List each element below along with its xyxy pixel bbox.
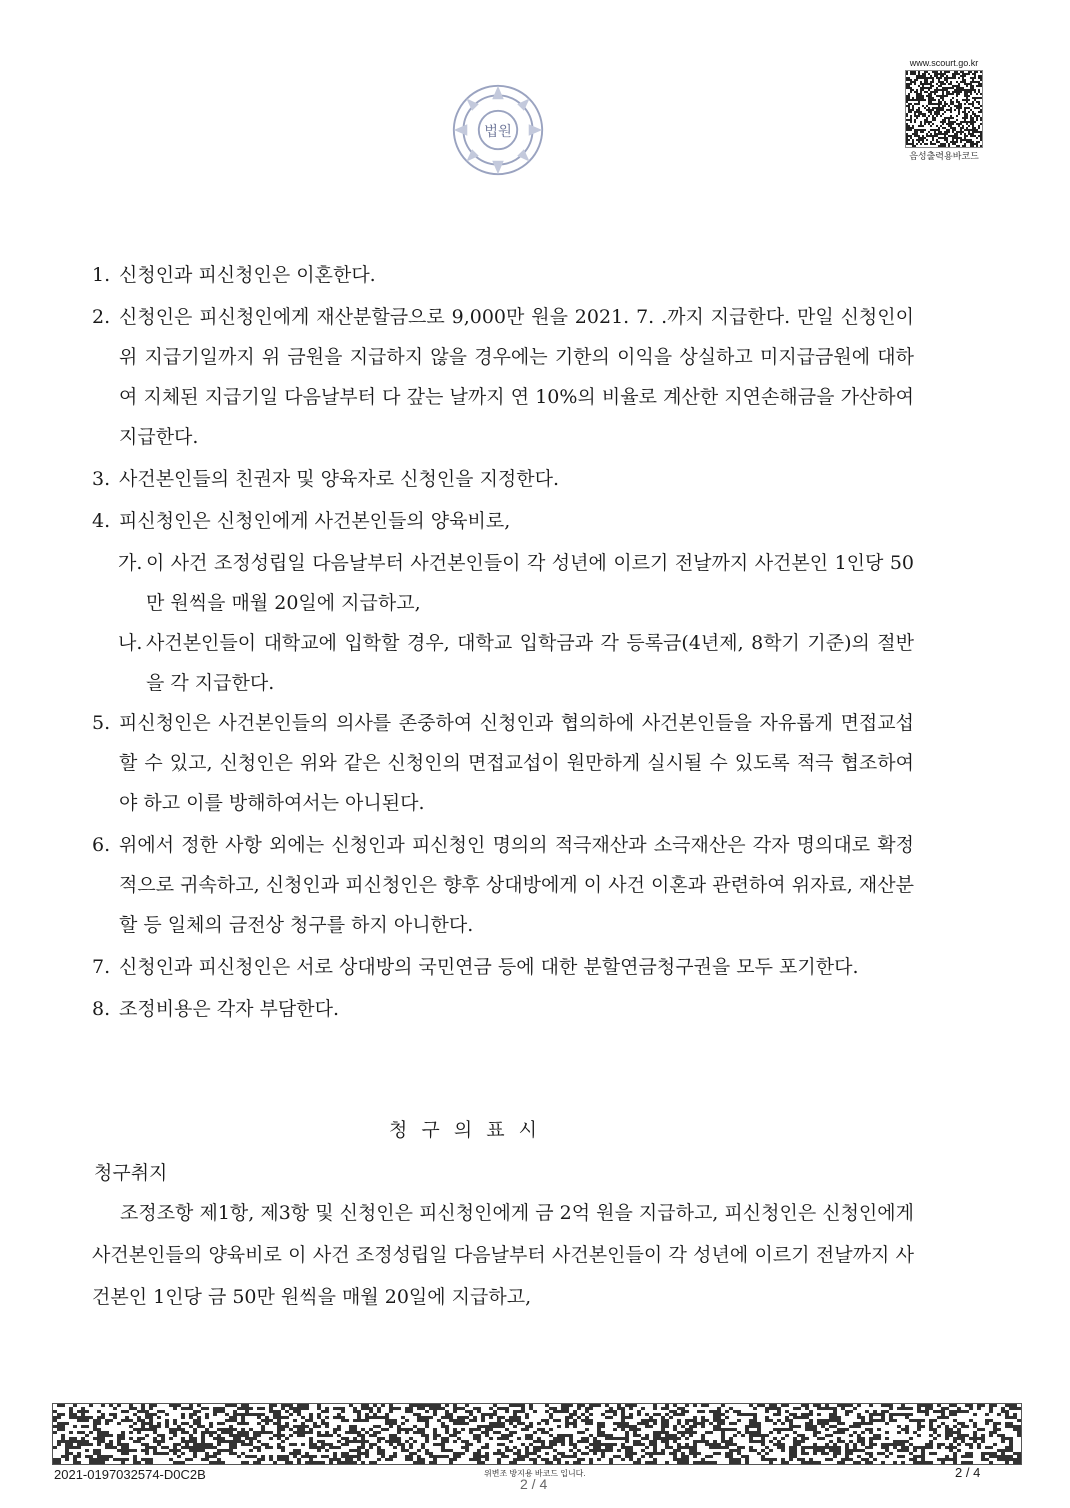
- claim-heading: 청구취지: [94, 1162, 168, 1184]
- sub-clause-text: 사건본인들이 대학교에 입학할 경우, 대학교 입학금과 각 등록금(4년제, 8학기 기준)의 절반을 각 지급한다.: [146, 632, 914, 694]
- clause-number: 8.: [92, 998, 111, 1020]
- claim-body: 조정조항 제1항, 제3항 및 신청인은 피신청인에게 금 2억 원을 지급하고, 피신청인은 신청인에게 사건본인들의 양육비로 이 사건 조정성립일 다음날부터 사건본인들이 각 성년에 이르기 전날까지 사건본인 1인당 금 50만 원씩을 매월 20일에 지급하고,: [92, 1202, 914, 1308]
- clause-text: 신청인은 피신청인에게 재산분할금으로 9,000만 원을 2021. 7. .까지 지급한다. 만일 신청인이 위 지급기일까지 위 금원을 지급하지 않을 경우에는 기한의 이익을 상실하고 미지급금원에 대하여 지체된 지급기일 다음날부터 다 갚는 날까지 연 10%의 비율로 계산한 지연손해금을 가산하여 지급한다.: [119, 306, 914, 448]
- sub-clause-mark: 가.: [118, 552, 143, 574]
- clause-4-sub-a: [92, 543, 914, 623]
- claim-section-title: 청 구 의 표 시: [389, 1119, 541, 1141]
- sub-clause-mark: 나.: [118, 632, 143, 654]
- clause-4-sub-b: [92, 623, 914, 703]
- clause-text: 조정비용은 각자 부담한다.: [119, 998, 340, 1020]
- page-number: 2 / 4: [955, 1465, 981, 1480]
- clause-number: 5.: [92, 712, 111, 734]
- court-seal-logo: [450, 82, 546, 178]
- barcode-note: 위변조 방지용 바코드 입니다.: [484, 1469, 586, 1478]
- clause-5: [92, 703, 914, 823]
- clause-4: [92, 501, 914, 541]
- clause-text: 신청인과 피신청인은 서로 상대방의 국민연금 등에 대한 분할연금청구권을 모두 포기한다.: [119, 956, 859, 978]
- seal-text: 법원: [484, 123, 512, 140]
- clause-number: 3.: [92, 468, 111, 490]
- mediation-clauses: [92, 255, 914, 1031]
- clause-2: [92, 297, 914, 457]
- clause-text: 사건본인들의 친권자 및 양육자로 신청인을 지정한다.: [119, 468, 560, 490]
- sub-clause-text: 이 사건 조정성립일 다음날부터 사건본인들이 각 성년에 이르기 전날까지 사건본인 1인당 50만 원씩을 매월 20일에 지급하고,: [146, 552, 914, 614]
- clause-8: [92, 989, 914, 1029]
- clause-number: 6.: [92, 834, 111, 856]
- qr-caption: 음성출력용바코드: [909, 151, 979, 161]
- anti-forgery-barcode-icon: [52, 1403, 1022, 1465]
- qr-code-icon: [905, 70, 983, 148]
- page-number-watermark: 2 / 4: [520, 1476, 548, 1492]
- clause-number: 4.: [92, 510, 111, 532]
- clause-6: [92, 825, 914, 945]
- clause-1: [92, 255, 914, 295]
- document-id: 2021-0197032574-D0C2B: [54, 1467, 206, 1482]
- clause-text: 신청인과 피신청인은 이혼한다.: [119, 264, 376, 286]
- qr-url: www.scourt.go.kr: [909, 58, 979, 68]
- clause-text: 위에서 정한 사항 외에는 신청인과 피신청인 명의의 적극재산과 소극재산은 각자 명의대로 확정적으로 귀속하고, 신청인과 피신청인은 향후 상대방에게 이 사건 이혼과 관련하여 위자료, 재산분할 등 일체의 금전상 청구를 하지 아니한다.: [119, 834, 914, 936]
- clause-3: [92, 459, 914, 499]
- clause-text: 피신청인은 신청인에게 사건본인들의 양육비로,: [119, 510, 511, 532]
- clause-7: [92, 947, 914, 987]
- clause-number: 1.: [92, 264, 111, 286]
- voice-barcode-block: [904, 58, 984, 162]
- clause-number: 2.: [92, 306, 111, 328]
- clause-text: 피신청인은 사건본인들의 의사를 존중하여 신청인과 협의하에 사건본인들을 자유롭게 면접교섭 할 수 있고, 신청인은 위와 같은 신청인의 면접교섭이 원만하게 실시될 수 있도록 적극 협조하여야 하고 이를 방해하여서는 아니된다.: [119, 712, 914, 814]
- clause-number: 7.: [92, 956, 111, 978]
